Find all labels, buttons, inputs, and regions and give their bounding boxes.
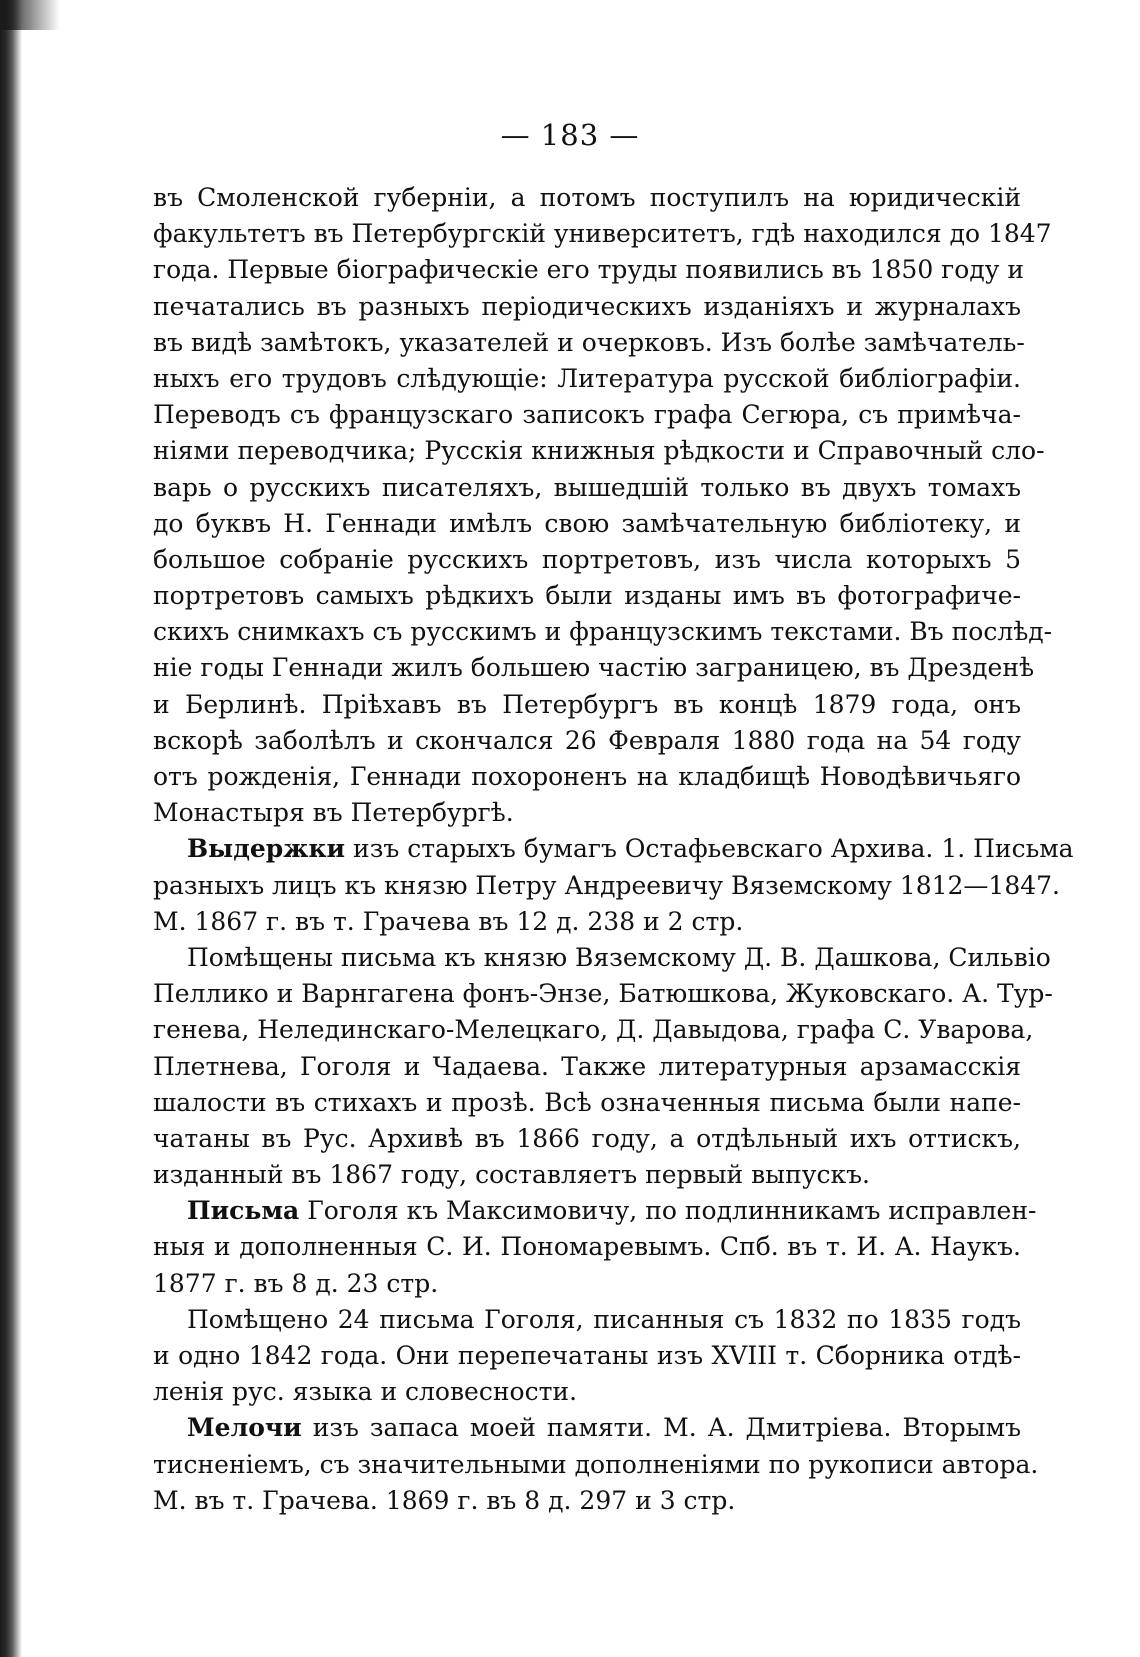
text-line: факультетъ въ Петербургскій университетъ, гдѣ находился до 1847: [153, 219, 1052, 249]
text-line: шалости въ стихахъ и прозѣ. Всѣ означенныя письма были напе-: [153, 1087, 1021, 1117]
text-line: отъ рожденія, Геннади похороненъ на кладбищѣ Новодѣвичьяго: [153, 762, 1021, 791]
text-line: Переводъ съ французскаго записокъ графа Сегюра, съ примѣча-: [153, 400, 1021, 430]
page-number: — 183 —: [500, 118, 640, 152]
entry-note-pomeshcheny: [153, 940, 1053, 1193]
text-line: ныхъ его трудовъ слѣдующіе: Литература русской библіографіи.: [153, 363, 1021, 393]
text-line: ніе годы Геннади жилъ большею частію заграницею, въ Дрезденѣ: [153, 653, 1035, 683]
page-body: [153, 180, 1074, 1519]
entry-first-line: [153, 831, 1074, 867]
text-line: скихъ снимкахъ съ русскимъ и французскимъ текстами. Въ послѣд-: [153, 617, 1053, 647]
text-line: вскорѣ заболѣлъ и скончался 26 Февраля 1880 года на 54 году: [153, 725, 1021, 755]
entry-text: изъ запаса моей памяти. М. А. Дмитріева. Вторымъ: [301, 1413, 1021, 1443]
text-line: М. въ т. Грачева. 1869 г. въ 8 д. 297 и 3 стр.: [153, 1485, 736, 1515]
entry-vyderzhki: [153, 831, 1074, 940]
scan-binding-shadow: [0, 0, 22, 1657]
text-line: генева, Нелединскаго-Мелецкаго, Д. Давыдова, графа С. Уварова,: [153, 1015, 1034, 1045]
text-line: Плетнева, Гоголя и Чадаева. Также литературныя арзамасскія: [153, 1051, 1021, 1081]
text-line: Монастыря въ Петербургѣ.: [153, 798, 514, 828]
text-line: Помѣщены письма къ князю Вяземскому Д. В. Дашкова, Сильвіо: [187, 942, 1051, 972]
paragraph-gennadi-biography: [153, 180, 1053, 831]
entry-text: изъ старыхъ бумагъ Остафьевскаго Архива. 1. Письма: [345, 834, 1074, 864]
text-line: до буквъ Н. Геннади имѣлъ свою замѣчательную библіотеку, и: [153, 508, 1021, 538]
entry-text: Гоголя къ Максимовичу, по подлинникамъ исправлен-: [299, 1196, 1037, 1226]
entry-title: Мелочи: [187, 1413, 302, 1443]
text-line: тисненіемъ, съ значительными дополненіями по рукописи автора.: [153, 1449, 1039, 1479]
text-line: ленія рус. языка и словесности.: [153, 1377, 578, 1407]
entry-title: Письма: [187, 1196, 300, 1226]
text-line: варь о русскихъ писателяхъ, вышедшій только въ двухъ томахъ: [153, 472, 1021, 502]
text-line: большое собраніе русскихъ портретовъ, изъ числа которыхъ 5: [153, 544, 1021, 574]
entry-melochi: [153, 1410, 1039, 1519]
text-line: и одно 1842 года. Они перепечатаны изъ XVIII т. Сборника отдѣ-: [153, 1341, 1021, 1370]
text-line: ніями переводчика; Русскія книжныя рѣдкости и Справочный сло-: [153, 436, 1045, 466]
entry-note-pomeshcheno: [153, 1302, 1021, 1411]
text-line: года. Первые біографическіе его труды появились въ 1850 году и: [153, 255, 1025, 285]
text-line: Помѣщено 24 письма Гоголя, писанныя съ 1832 по 1835 годъ: [187, 1304, 1021, 1334]
text-line: въ видѣ замѣтокъ, указателей и очерковъ. Изъ болѣе замѣчатель-: [153, 327, 1025, 357]
entry-pisma-gogolya: [153, 1193, 1037, 1302]
text-line: изданный въ 1867 году, составляетъ первый выпускъ.: [153, 1160, 870, 1190]
text-line: М. 1867 г. въ т. Грачева въ 12 д. 238 и 2 стр.: [153, 906, 744, 936]
entry-title: Выдержки: [187, 834, 346, 864]
text-line: Пеллико и Варнгагена фонъ-Энзе, Батюшкова, Жуковскаго. А. Тур-: [153, 979, 1053, 1009]
text-line: чатаны въ Рус. Архивѣ въ 1866 году, а отдѣльный ихъ оттискъ,: [153, 1123, 1021, 1153]
text-line: печатались въ разныхъ періодическихъ изданіяхъ и журналахъ: [153, 291, 1021, 321]
entry-first-line: [153, 1193, 1037, 1229]
text-line: 1877 г. въ 8 д. 23 стр.: [153, 1268, 439, 1298]
text-line: ныя и дополненныя С. И. Пономаревымъ. Спб. въ т. И. А. Наукъ.: [153, 1232, 1021, 1262]
text-line: и Берлинѣ. Пріѣхавъ въ Петербургъ въ концѣ 1879 года, онъ: [153, 689, 1021, 719]
entry-first-line: [153, 1410, 1021, 1446]
text-line: портретовъ самыхъ рѣдкихъ были изданы имъ въ фотографиче-: [153, 581, 1021, 611]
text-line: разныхъ лицъ къ князю Петру Андреевичу Вяземскому 1812—1847.: [153, 870, 1060, 900]
scan-corner-shadow: [0, 0, 60, 30]
text-line: въ Смоленской губерніи, а потомъ поступилъ на юридическій: [153, 183, 1021, 212]
